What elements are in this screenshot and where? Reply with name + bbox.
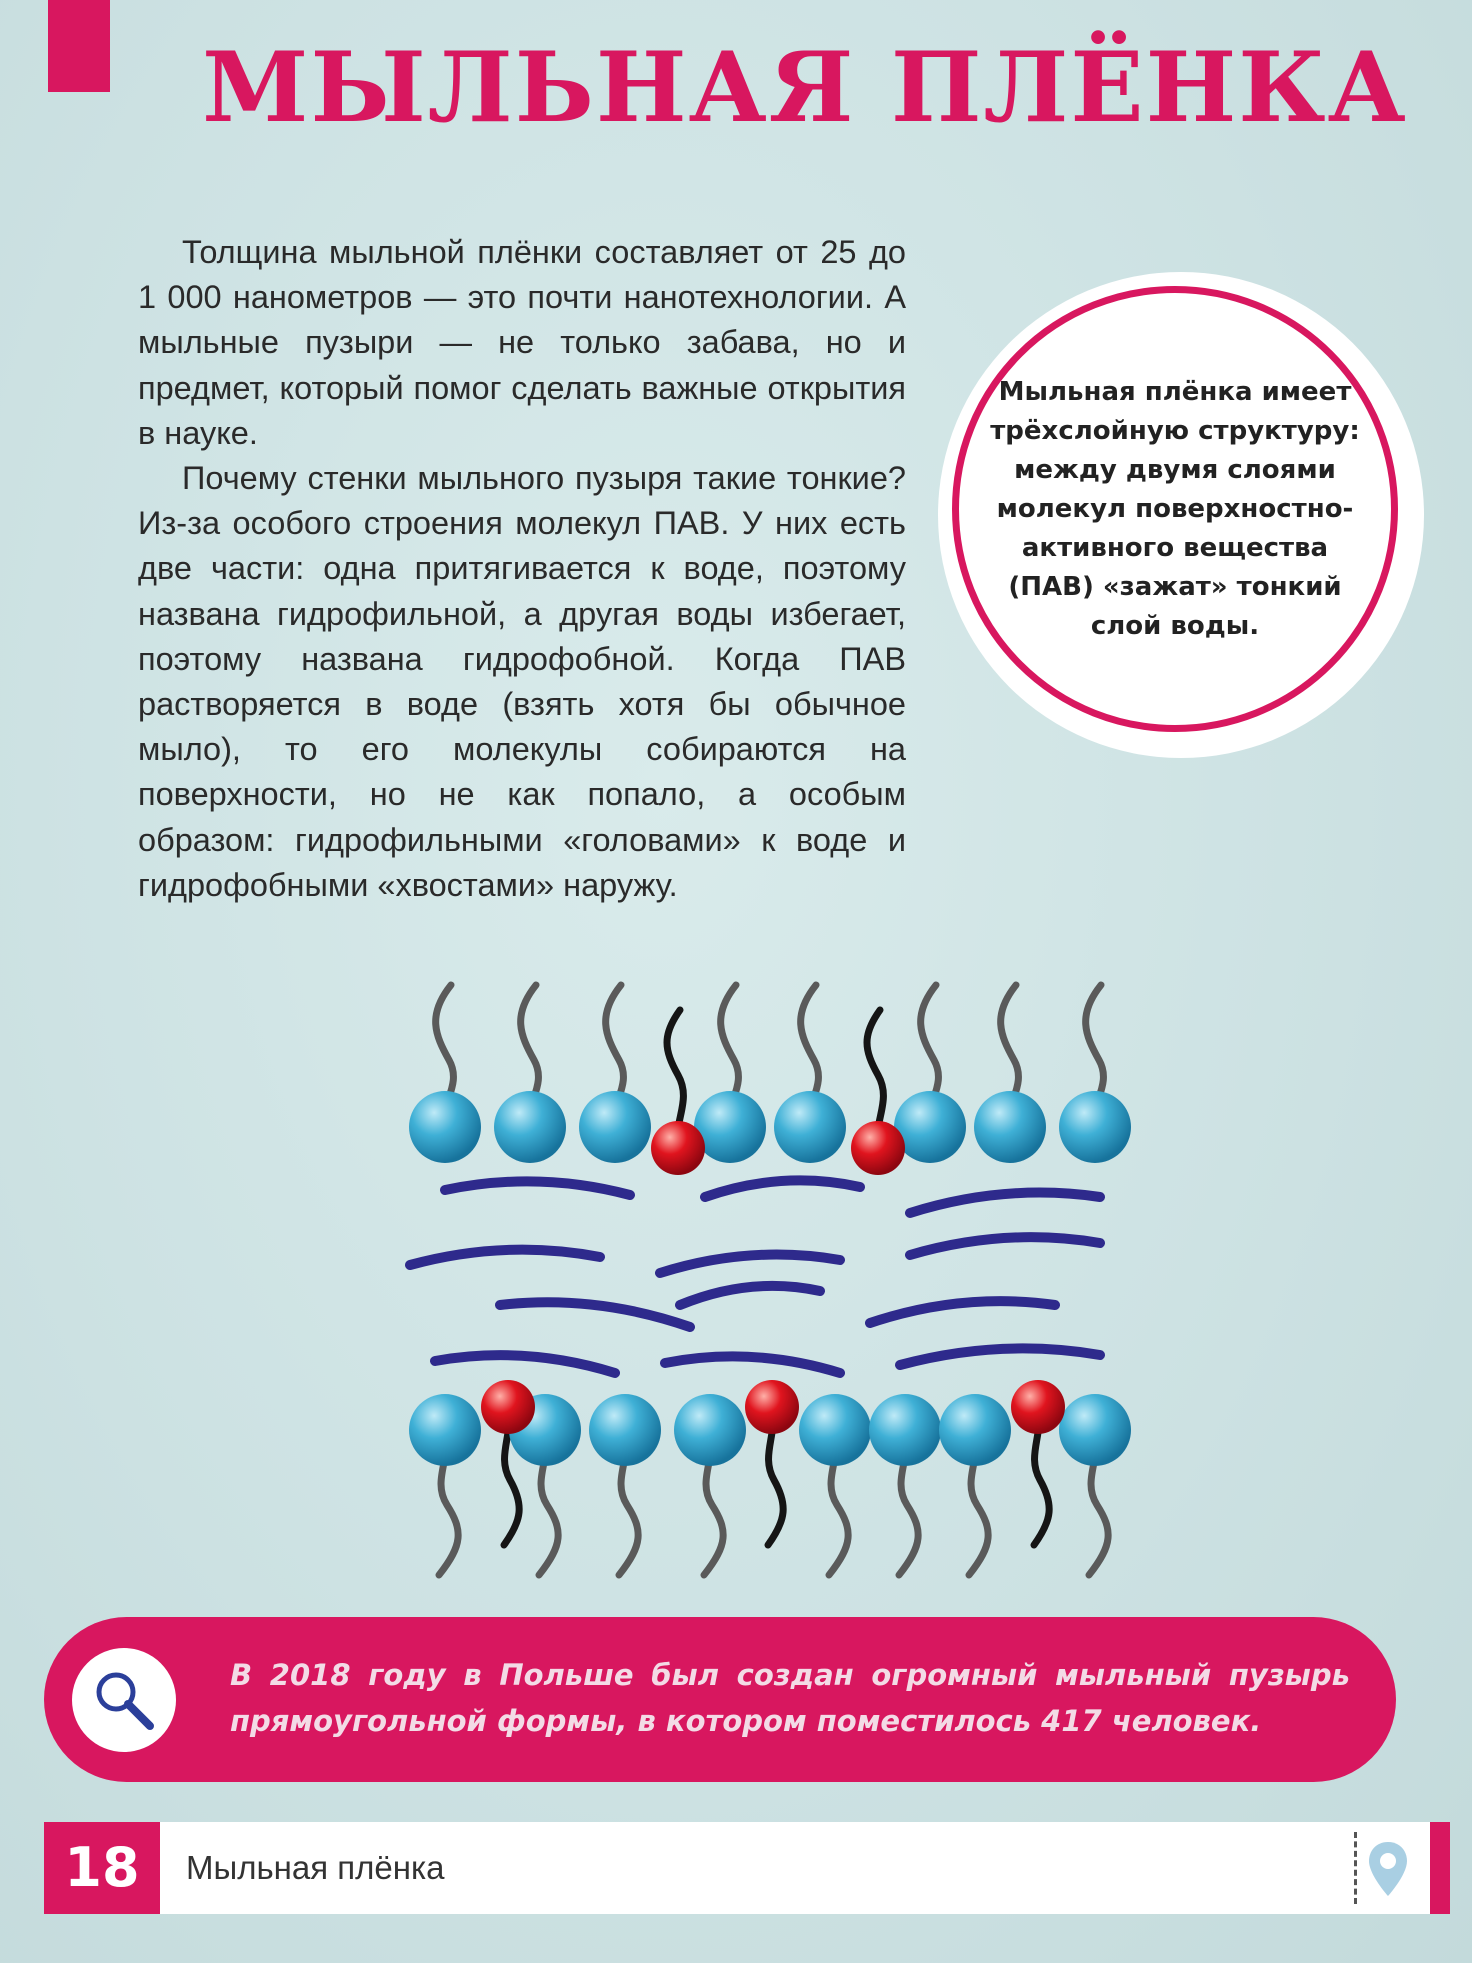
- soap-film-diagram: [400, 975, 1140, 1585]
- hydrophilic-head: [774, 1091, 846, 1163]
- hydrophilic-head: [694, 1091, 766, 1163]
- location-pin-icon: [1366, 1840, 1410, 1900]
- water-molecule: [910, 1193, 1100, 1213]
- body-text: [138, 230, 906, 908]
- hydrophilic-head: [579, 1091, 651, 1163]
- water-molecule: [910, 1237, 1100, 1255]
- hydrophilic-head: [939, 1394, 1011, 1466]
- hydrophilic-head: [674, 1394, 746, 1466]
- water-molecule: [435, 1355, 615, 1373]
- hydrophilic-head: [1059, 1091, 1131, 1163]
- water-molecule: [705, 1180, 860, 1197]
- page-number: 18: [64, 1836, 140, 1899]
- hydrophilic-head-red: [1011, 1380, 1065, 1434]
- callout-ring: [952, 286, 1398, 732]
- hydrophilic-head: [409, 1091, 481, 1163]
- hydrophilic-head-red: [851, 1121, 905, 1175]
- water-molecule: [500, 1302, 690, 1327]
- footer-divider: [1354, 1832, 1357, 1904]
- corner-tab: [48, 0, 110, 92]
- water-molecule: [410, 1250, 600, 1265]
- hydrophilic-head: [799, 1394, 871, 1466]
- hydrophilic-head-red: [651, 1121, 705, 1175]
- hydrophilic-head-red: [481, 1380, 535, 1434]
- water-molecule: [680, 1286, 820, 1305]
- hydrophilic-head: [974, 1091, 1046, 1163]
- water-molecule: [665, 1356, 840, 1373]
- fact-text: В 2018 году в Польше был создан огромный мыльный пузырь прямоугольной формы, в котором поместилось 417 человек.: [230, 1658, 1350, 1738]
- magnifier-icon: [90, 1666, 158, 1734]
- hydrophilic-head: [894, 1091, 966, 1163]
- hydrophilic-head: [869, 1394, 941, 1466]
- footer-section-title: Мыльная плёнка: [186, 1849, 445, 1886]
- paragraph-1: Толщина мыльной плёнки составляет от 25 до 1 000 нанометров — это почти нанотехнологии. А мыльные пузыри — не только забава, но и предмет, который помог сделать важные открытия в науке.: [138, 234, 906, 451]
- water-molecule: [660, 1255, 840, 1273]
- water-molecule: [900, 1348, 1100, 1365]
- hydrophilic-head: [589, 1394, 661, 1466]
- hydrophilic-head: [494, 1091, 566, 1163]
- water-molecule: [445, 1181, 630, 1195]
- page-title: МЫЛЬНАЯ ПЛЁНКА: [202, 31, 1408, 144]
- hydrophilic-head: [409, 1394, 481, 1466]
- hydrophilic-head: [1059, 1394, 1131, 1466]
- fact-icon-circle: [72, 1648, 176, 1752]
- paragraph-2: Почему стенки мыльного пузыря такие тонкие? Из-за особого строения молекул ПАВ. У них есть две части: одна притягивается к воде, поэтому названа гидрофильной, а другая воды избегает, поэтому названа гидрофобной. Когда ПАВ растворяется в воде (взять хотя бы обычное мыло), то его молекулы собираются на поверхности, но не как попало, а особым образом: гидрофильными «головами» к воде и гидрофобными «хвостами» наружу.: [138, 460, 906, 903]
- water-molecule: [870, 1301, 1055, 1323]
- callout-text: Мыльная плёнка имеет трёхслойную структуру: между двумя слоями молекул поверхностно-активного вещества (ПАВ) «зажат» тонкий слой воды.: [990, 376, 1360, 641]
- hydrophilic-head-red: [745, 1380, 799, 1434]
